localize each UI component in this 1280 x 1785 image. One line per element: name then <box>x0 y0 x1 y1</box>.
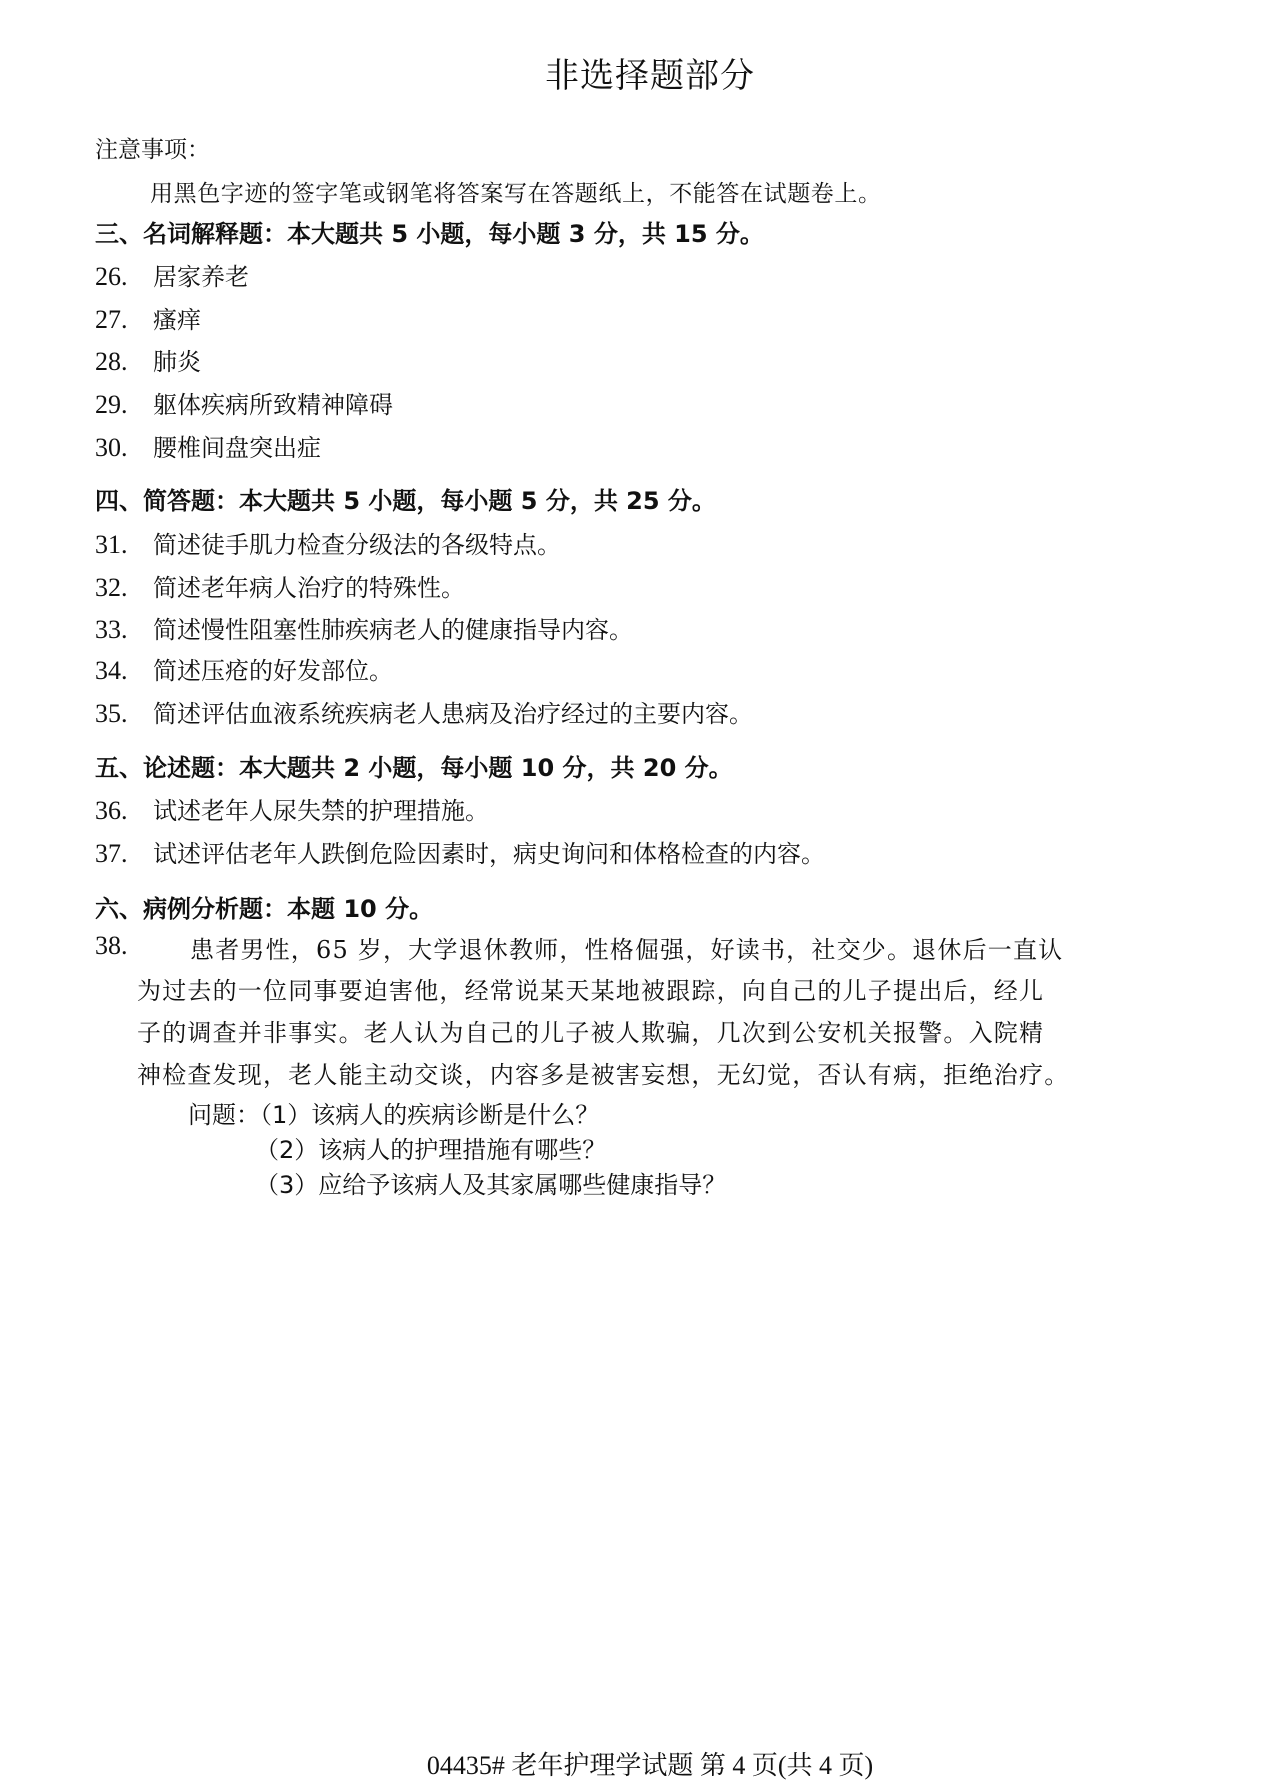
question-text: 简述老年病人治疗的特殊性。 <box>153 574 465 602</box>
question-number: 36. <box>95 796 128 825</box>
question-28 <box>95 342 201 377</box>
question-text: 简述压疮的好发部位。 <box>153 657 393 685</box>
question-text: 试述评估老年人跌倒危险因素时，病史询问和体格检查的内容。 <box>153 840 825 868</box>
question-31 <box>95 525 561 560</box>
case-sub-question-1: （1）该病人的疾病诊断是什么？ <box>248 1101 600 1129</box>
question-27 <box>95 300 201 335</box>
case-number: 38. <box>95 931 128 960</box>
question-34 <box>95 651 393 686</box>
question-number: 29. <box>95 390 128 419</box>
question-number: 31. <box>95 530 128 559</box>
question-number: 33. <box>95 615 128 644</box>
question-37 <box>95 834 825 869</box>
case-sub-question-3: （3）应给予该病人及其家属哪些健康指导？ <box>255 1171 727 1199</box>
question-text: 简述评估血液系统疾病老人患病及治疗经过的主要内容。 <box>153 700 753 728</box>
case-line-3: 子的调查并非事实。老人认为自己的儿子被人欺骗，几次到公安机关报警。入院精 <box>137 1019 1045 1047</box>
question-number: 34. <box>95 656 128 685</box>
question-number: 32. <box>95 573 128 602</box>
question-35 <box>95 694 753 729</box>
question-number: 26. <box>95 262 128 291</box>
question-36 <box>95 791 489 826</box>
question-26 <box>95 257 249 292</box>
case-sub-question-2: （2）该病人的护理措施有哪些？ <box>255 1136 607 1164</box>
question-text: 简述慢性阻塞性肺疾病老人的健康指导内容。 <box>153 616 633 644</box>
question-number: 30. <box>95 433 128 462</box>
question-number: 35. <box>95 699 128 728</box>
case-line-2: 为过去的一位同事要迫害他，经常说某天某地被跟踪，向自己的儿子提出后，经儿 <box>137 977 1045 1005</box>
question-text: 肺炎 <box>153 348 201 376</box>
case-questions-label: 问题： <box>188 1101 260 1129</box>
question-text: 居家养老 <box>153 263 249 291</box>
question-30 <box>95 428 321 463</box>
notice-text: 用黑色字迹的签字笔或钢笔将答案写在答题纸上，不能答在试题卷上。 <box>150 181 882 207</box>
question-33 <box>95 610 633 645</box>
section-heading-4: 四、简答题：本大题共 5 小题，每小题 5 分，共 25 分。 <box>95 487 716 515</box>
question-number: 27. <box>95 305 128 334</box>
question-text: 腰椎间盘突出症 <box>153 434 321 462</box>
page-footer: 04435# 老年护理学试题 第 4 页(共 4 页) <box>426 1751 874 1780</box>
page-title: 非选择题部分 <box>545 56 755 96</box>
question-29 <box>95 385 393 420</box>
question-text: 躯体疾病所致精神障碍 <box>153 391 393 419</box>
notice-label: 注意事项： <box>95 137 210 163</box>
section-heading-3: 三、名词解释题：本大题共 5 小题，每小题 3 分，共 15 分。 <box>95 220 764 248</box>
case-line-1: 患者男性，65 岁，大学退休教师，性格倔强，好读书，社交少。退休后一直认 <box>190 936 1064 964</box>
question-text: 试述老年人尿失禁的护理措施。 <box>153 797 489 825</box>
question-number: 37. <box>95 839 128 868</box>
question-number: 28. <box>95 347 128 376</box>
question-text: 瘙痒 <box>153 306 201 334</box>
section-heading-6: 六、病例分析题：本题 10 分。 <box>95 895 434 923</box>
question-text: 简述徒手肌力检查分级法的各级特点。 <box>153 531 561 559</box>
case-line-4: 神检查发现，老人能主动交谈，内容多是被害妄想，无幻觉，否认有病，拒绝治疗。 <box>137 1061 1070 1089</box>
question-32 <box>95 568 465 603</box>
section-heading-5: 五、论述题：本大题共 2 小题，每小题 10 分，共 20 分。 <box>95 754 733 782</box>
